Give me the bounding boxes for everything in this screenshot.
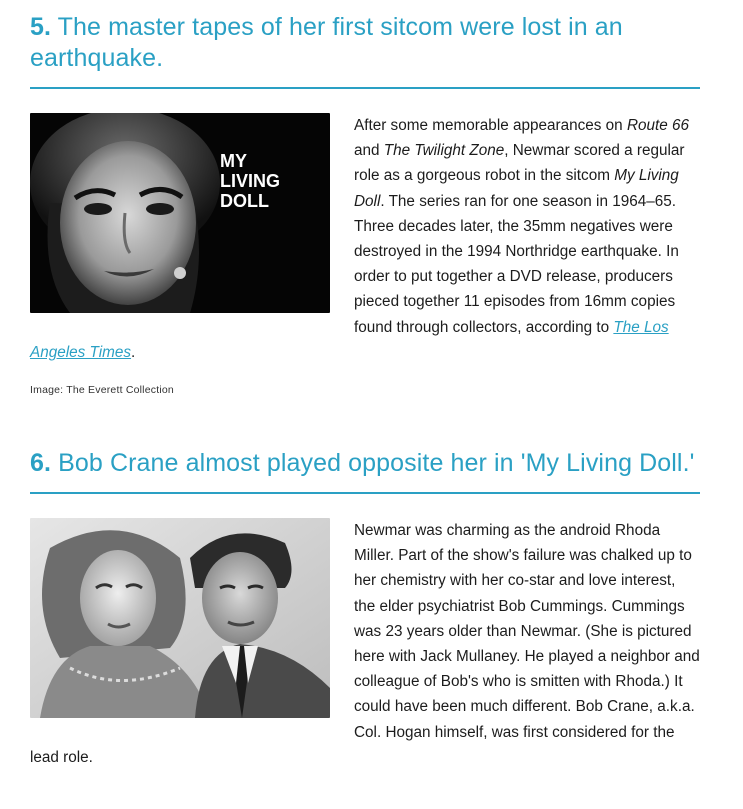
la-times-link[interactable]: The Los Angeles Times [30, 318, 669, 361]
item-heading-6 [30, 448, 700, 479]
overlay-line-1: MY [220, 151, 247, 171]
item-content-5 [30, 113, 700, 365]
item-number-5: 5. [30, 13, 52, 41]
overlay-line-2: LIVING [220, 171, 281, 191]
newmar-mullaney-photo [30, 518, 330, 718]
item-number-6: 6. [30, 449, 52, 477]
heading-divider-5 [30, 87, 700, 89]
heading-divider-6 [30, 492, 700, 494]
title-twilight-zone: The Twilight Zone [383, 142, 505, 160]
body-text-segment: . The series ran for one season in 1964–65. Three decades later, the 35mm negatives were destroyed in the 1994 Northridge earthquake. In order to put together a DVD release, producers pieced together 11 episodes from 16mm copies found through collectors, according to [354, 192, 679, 336]
title-route-66: Route 66 [626, 117, 690, 134]
overlay-line-3: DOLL [220, 191, 269, 211]
body-text-segment: and [354, 142, 384, 160]
body-text-segment: After some memorable appearances on [354, 117, 627, 134]
item-content-6 [30, 518, 700, 770]
item-heading-5 [30, 12, 700, 74]
body-text-segment: , Newmar scored a regular role as a gorgeous robot in the sitcom [354, 142, 685, 185]
list-item-5 [30, 12, 700, 396]
body-text-segment: . [131, 343, 136, 361]
item-title-5: The master tapes of her first sitcom were lost in an earthquake. [30, 13, 623, 72]
title-my-living-doll: My Living Doll [354, 167, 679, 210]
list-item-6 [30, 448, 700, 770]
item-title-6: Bob Crane almost played opposite her in 'My Living Doll.' [58, 449, 695, 477]
my-living-doll-photo [30, 113, 330, 313]
image-credit: Image: The Everett Collection [30, 384, 174, 397]
item-body-6: Newmar was charming as the android Rhoda Miller. Part of the show's failure was chalked up to her chemistry with her co-star and love interest, the elder psychiatrist Bob Cummings. Cummings was 23 years older than Newmar. (She is pictured here with Jack Mullaney. He played a neighbor and colleague of Bob's who is smitten with Rhoda.) It could have been much different. Bob Crane, a.k.a. Col. Hogan himself, was first considered for the lead role. [30, 522, 700, 766]
